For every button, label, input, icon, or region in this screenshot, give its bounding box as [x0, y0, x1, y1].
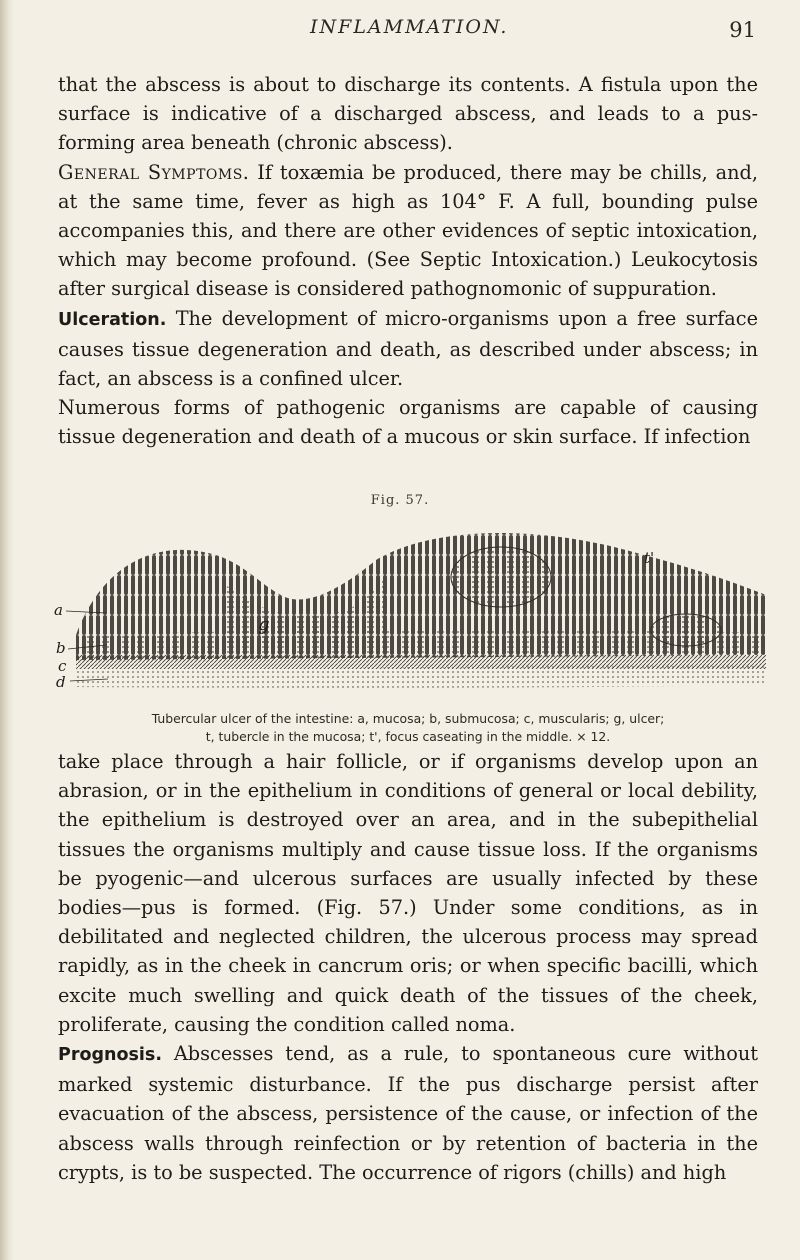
outer-serosa [76, 665, 766, 688]
tubercle-focus [451, 547, 551, 607]
label-g: g [258, 614, 270, 635]
figure-caption [56, 710, 760, 746]
prognosis-text: Abscesses tend, as a rule, to spontaneous cure without marked systemic disturbance. If the pus discharge persist after evacuation of the abscess, persistence of the cause, or infection of the abscess walls through reinfection or by retention of bacteria in the crypts, is to be suspected. The occurrence of rigors (chills) and high [58, 1042, 758, 1184]
paragraph-ulceration [58, 304, 758, 394]
running-head [0, 16, 800, 56]
label-d: d [56, 673, 66, 691]
figure-label: Fig. 57. [370, 493, 430, 508]
top-text-block [58, 70, 758, 452]
page-number: 91 [729, 18, 756, 42]
page-edge-shadow [0, 0, 14, 1260]
figure-tubercular-ulcer [46, 515, 776, 705]
ulceration-text: The development of micro-organisms upon a free surface causes tissue degeneration and death, as described under abscess; in fact, an abscess is a confined ulcer. [58, 306, 758, 391]
label-c: c [58, 657, 67, 675]
tubercle-caseating [651, 614, 721, 646]
bottom-text-block [58, 747, 758, 1187]
paragraph-abscess-continued: that the abscess is about to discharge its contents. A fistula upon the surface is indicative of a discharged abscess, and leads to a pus-forming area beneath (chronic abscess). [58, 73, 758, 155]
heading-prognosis: Prognosis. [58, 1045, 162, 1066]
paragraph-infection-continued: take place through a hair follicle, or if organisms develop upon an abrasion, or in the epithelium in conditions of general or local debility, the epithelium is destroyed over an area, and in the subepithelial tissues the organisms multiply and cause tissue loss. If the organisms be pyogenic—and ulcerous surfaces are usually infected by these bodies—pus is formed. (Fig. 57.) Under some conditions, as in debilitated and neglected children, the ulcerous process may spread rapidly, as in the cheek in cancrum oris; or when specific bacilli, which excite much swelling and quick death of the tissues of the cheek, proliferate, causing the condition called noma. [58, 750, 758, 1036]
label-b: b [56, 639, 66, 657]
label-t-prime: t' [644, 549, 655, 567]
paragraph-general-symptoms [58, 158, 758, 304]
running-head-title: INFLAMMATION. [310, 16, 509, 38]
heading-ulceration: Ulceration. [58, 309, 167, 330]
general-symptoms-text: If toxæmia be produced, there may be chills, and, at the same time, fever as high as 104° F. A full, bounding pulse accompanies this, and there are other evidences of septic intoxication, which may become profound. (See Septic Intoxication.) Leukocytosis after surgical disease is considered pathognomonic of suppuration. [58, 160, 758, 301]
caption-line-1: Tubercular ulcer of the intestine: a, mucosa; b, submucosa; c, muscularis; g, ulcer; [151, 711, 665, 726]
paragraph-pathogenic-organisms: Numerous forms of pathogenic organisms are capable of causing tissue degeneration and death of a mucous or skin surface. If infection [58, 396, 758, 449]
label-a: a [54, 601, 63, 619]
heading-general-symptoms: General Symptoms. [58, 160, 250, 184]
caption-line-2: t, tubercle in the mucosa; t', focus caseating in the middle. × 12. [205, 729, 611, 744]
paragraph-prognosis [58, 1039, 758, 1187]
